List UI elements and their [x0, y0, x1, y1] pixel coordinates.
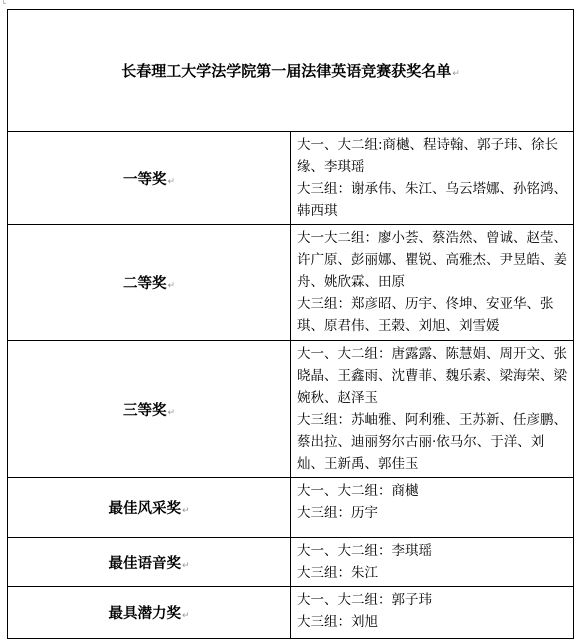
- corner-mark-icon: └: [1, 0, 6, 8]
- award-name-cell: [8, 478, 291, 538]
- winners-line: 大三组：历宇: [297, 505, 378, 521]
- paragraph-mark-icon: ↵: [181, 506, 190, 516]
- award-winners-cell: [291, 341, 574, 478]
- award-name-cell: [8, 225, 291, 341]
- winners-line: 大三组：朱江: [297, 565, 378, 581]
- award-name: 最佳语音奖: [108, 555, 181, 572]
- document-title: 长春理工大学法学院第一届法律英语竞赛获奖名单: [121, 62, 452, 80]
- winners-line: 大一、大二组：李琪瑶: [297, 543, 432, 559]
- title-cell: [8, 10, 574, 132]
- winners-line: 大一、大二组:商樾、程诗翰、郭子玮、徐长缘、李琪瑶: [297, 137, 559, 175]
- award-name-cell: [8, 341, 291, 478]
- award-name-cell: [8, 587, 291, 639]
- award-row: [8, 341, 574, 478]
- paragraph-mark-icon: ↵: [167, 281, 176, 291]
- paragraph-mark-icon: ↵: [181, 611, 190, 621]
- award-winners-cell: [291, 538, 574, 587]
- winners-line: 大一大二组：廖小荟、蔡浩然、曾诚、赵莹、许广原、彭丽娜、瞿锐、高雅杰、尹昱皓、姜舟、姚欣霖、田原: [297, 230, 567, 290]
- winners-line: 大三组：刘旭: [297, 614, 378, 630]
- award-name: 一等奖: [122, 171, 167, 188]
- winners-line: 大三组：谢承伟、朱江、乌云塔娜、孙铭鸿、韩西琪: [297, 181, 567, 219]
- paragraph-mark-icon: ↵: [452, 69, 460, 79]
- winners-line: 大一、大二组：郭子玮: [297, 592, 432, 608]
- winners-line: 大一、大二组：商樾: [297, 483, 419, 499]
- award-name: 二等奖: [122, 276, 167, 292]
- award-row: [8, 587, 574, 639]
- awards-table: [7, 9, 574, 639]
- award-row: [8, 225, 574, 341]
- winners-line: 大一、大二组：唐露露、陈慧娟、周开文、张晓晶、王鑫雨、沈曹菲、魏乐素、梁海荣、梁婉秋、赵泽玉: [297, 346, 567, 406]
- award-name: 最佳风采奖: [108, 501, 181, 517]
- award-winners-cell: [291, 478, 574, 538]
- award-winners-cell: [291, 225, 574, 341]
- paragraph-mark-icon: ↵: [181, 560, 190, 571]
- award-name: 最具潜力奖: [108, 606, 181, 622]
- award-winners-cell: [291, 587, 574, 639]
- winners-line: 大三组：郑彦昭、历宇、佟坤、安亚华、张琪、原君伟、王榖、刘旭、刘雪媛: [297, 296, 554, 334]
- award-row: [8, 132, 574, 225]
- award-row: [8, 538, 574, 587]
- award-name: 三等奖: [122, 402, 167, 419]
- award-name-cell: [8, 538, 291, 587]
- award-name-cell: [8, 132, 291, 225]
- award-winners-cell: [291, 132, 574, 225]
- paragraph-mark-icon: ↵: [167, 407, 176, 418]
- winners-line: 大三组：苏岫雅、阿利雅、王苏新、任彦鹏、蔡出拉、迪丽努尔古丽·依马尔、于洋、刘灿、王新禹、郭佳玉: [297, 412, 567, 472]
- paragraph-mark-icon: ↵: [167, 176, 176, 187]
- award-row: [8, 478, 574, 538]
